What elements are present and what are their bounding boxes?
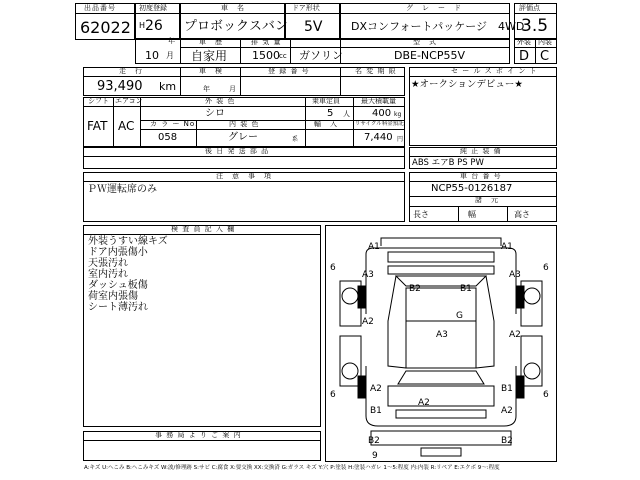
era: H [139, 21, 146, 30]
retrofit-header: 後 日 発 送 部 品 [205, 147, 270, 155]
int-header: 内装 [538, 38, 552, 46]
inspector-note: シート薄汚れ [88, 302, 148, 313]
shift-header: シフト [88, 97, 109, 105]
capacity-header: 乗車定員 [312, 97, 340, 105]
inspector-note: 室内汚れ [88, 269, 128, 280]
int-grade: C [540, 49, 550, 64]
dims-header: 諸 元 [475, 196, 499, 204]
ext-grade: D [519, 49, 530, 64]
damage-label: A2 [370, 384, 382, 394]
damage-label: A2 [362, 317, 374, 327]
damage-label: B1 [370, 406, 382, 416]
damage-label: B1 [460, 284, 472, 294]
damage-label: A1 [501, 242, 513, 252]
recycle-fee: 7,440 [364, 132, 393, 143]
inspector-note: 天張汚れ [88, 258, 128, 269]
frame-no-header: 車 台 番 号 [460, 172, 502, 180]
model-header: 型 式 [413, 38, 437, 46]
first-reg-header: 初度登録 [139, 4, 167, 12]
damage-label: A2 [418, 398, 430, 408]
score-header: 評価点 [519, 4, 540, 12]
ext-header: 外装 [517, 38, 531, 46]
damage-label: A3 [509, 270, 521, 280]
grade: DXコンフォートパッケージ 4WD [351, 20, 525, 33]
damage-diagram [325, 225, 557, 462]
sales-point-header: セ ー ル ス ポ イ ン ト [451, 67, 538, 75]
car-outline-diagram [326, 226, 556, 461]
int-color: グレー [228, 132, 258, 143]
insp-month: 月 [229, 85, 236, 93]
notes-header: 注 意 事 項 [216, 172, 272, 180]
reg-no-header: 登 録 番 号 [268, 67, 310, 75]
genuine-header: 純 正 装 備 [460, 147, 502, 155]
lot-header: 出品番号 [84, 4, 116, 12]
damage-label: A3 [362, 270, 374, 280]
damage-label: A2 [501, 406, 513, 416]
ext-color-header: 外 装 色 [205, 97, 236, 105]
max-load: 400 [372, 108, 392, 119]
max-load-unit: kg [394, 111, 402, 118]
genuine-equipment: ABS エアB PS PW [412, 158, 484, 168]
aircon-header: エアコン [115, 97, 143, 105]
reg-month: 10 [145, 49, 159, 62]
capacity: 5 [327, 108, 334, 119]
car-type: 自家用 [191, 49, 228, 63]
car-name-header: 車 名 [221, 4, 245, 12]
car-type-header: 車 歴 [199, 38, 223, 46]
sales-point: ★オークションデビュー★ [411, 79, 523, 90]
damage-label: B1 [501, 384, 513, 394]
doors: 5V [304, 19, 323, 35]
reg-year-suffix: 年 [168, 37, 175, 45]
inspector-note: 外装うすい線キズ [88, 236, 168, 247]
doors-header: ドア形状 [292, 4, 320, 12]
damage-label: A2 [509, 330, 521, 340]
reg-month-suffix: 月 [166, 51, 174, 60]
recycle-unit: 円 [397, 136, 404, 143]
inspection-header: 車 検 [199, 67, 223, 75]
damage-label: 6 [543, 263, 549, 273]
mileage-header: 走 行 [119, 67, 143, 75]
int-color-header: 内 装 色 [229, 120, 260, 128]
reg-year: 26 [145, 18, 163, 34]
displacement: 1500 [252, 49, 280, 62]
notes: ＰＷ運転席のみ [87, 184, 157, 195]
grade-header: グ レ ー ド [406, 4, 462, 12]
damage-label: B2 [409, 284, 421, 294]
damage-label: 9 [372, 451, 378, 461]
max-load-header: 最大積載量 [361, 97, 396, 105]
inspector-note: ドア内張傷小 [88, 247, 148, 258]
color-no-header: カ ラ ー No. [150, 120, 199, 128]
inspector-header: 検 査 員 記 入 欄 [171, 225, 236, 233]
office-header: 事 務 局 よ り ご 案 内 [155, 431, 242, 439]
length-label: 長さ [413, 210, 429, 219]
damage-label: A3 [436, 330, 448, 340]
lot-number: 62022 [80, 18, 131, 37]
displacement-header: 排 気 量 [251, 38, 282, 46]
inspector-note: ダッシュ板傷 [88, 280, 148, 291]
capacity-unit: 人 [343, 110, 350, 118]
damage-label: A1 [368, 242, 380, 252]
height-label: 高さ [514, 210, 530, 219]
damage-label: B2 [368, 436, 380, 446]
damage-label: B2 [501, 436, 513, 446]
damage-label: 6 [543, 390, 549, 400]
fuel: ガソリン [299, 49, 343, 62]
import-header: 輸 入 [314, 120, 338, 128]
damage-label: 6 [330, 390, 336, 400]
damage-label: 6 [330, 263, 336, 273]
color-no: 058 [158, 132, 178, 143]
recycle-header: リサイクル料金預託 [355, 121, 404, 127]
int-color-suffix: 系 [292, 136, 299, 143]
model: DBE-NCP55V [394, 49, 466, 62]
legend-footer: A:キズ U:へこみ B:へこみキズ W:波/修理跡 S:サビ C:腐食 X:要交換 XX:交換済 G:ガラス キズ Y:穴 P:塗装 H:塗装ハガレ 1〜5:程度 内:内装 R:リペア E:エクボ 9〜:程度 [84, 465, 500, 471]
mileage-unit: km [159, 80, 177, 93]
damage-label: G [456, 311, 463, 321]
aircon: AC [118, 119, 135, 133]
score: 3.5 [521, 16, 549, 36]
mileage: 93,490 [97, 79, 143, 94]
car-name: プロボックスバン [184, 19, 288, 34]
displacement-unit: cc [279, 52, 287, 60]
shift: FAT [87, 119, 108, 133]
inspector-note: 荷室内張傷 [88, 291, 138, 302]
width-label: 幅 [468, 210, 476, 219]
name-change-header: 名 変 期 限 [355, 67, 397, 75]
ext-color: シロ [205, 108, 225, 119]
insp-year: 年 [203, 85, 210, 93]
frame-no: NCP55-0126187 [431, 183, 513, 194]
